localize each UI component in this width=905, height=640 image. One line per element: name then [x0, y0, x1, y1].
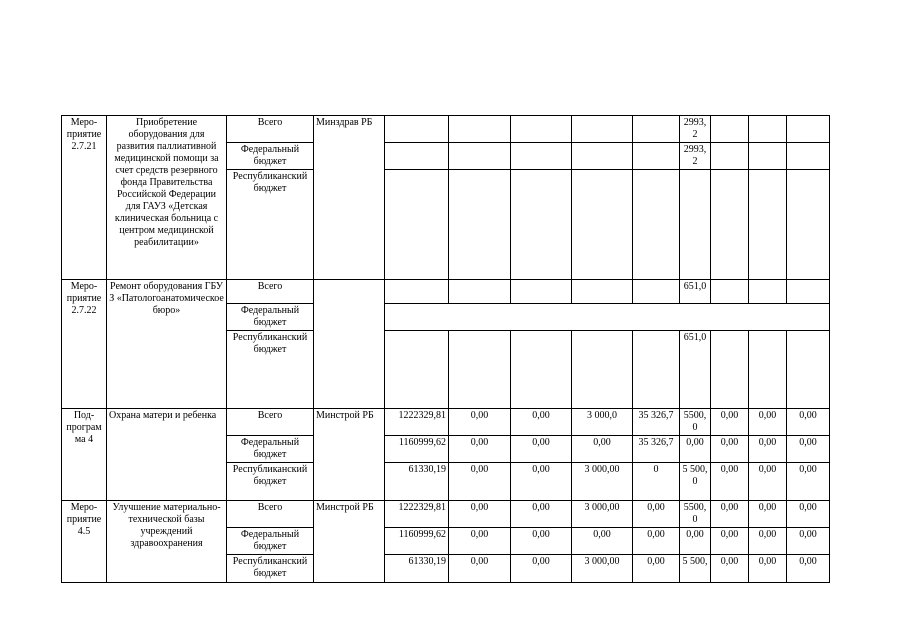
- cell-value: 5500,0: [680, 409, 711, 436]
- cell-value: 3 000,00: [572, 555, 633, 583]
- cell-value: 0,00: [511, 463, 572, 501]
- source-label: Федеральный бюджет: [227, 143, 314, 170]
- cell-value: 0,00: [787, 436, 830, 463]
- source-label: Всего: [227, 501, 314, 528]
- source-label: Федеральный бюджет: [227, 304, 314, 331]
- cell-value: 2993,2: [680, 116, 711, 143]
- cell-value: 61330,19: [385, 555, 449, 583]
- cell-value: 1222329,81: [385, 409, 449, 436]
- cell-value: 651,0: [680, 280, 711, 304]
- source-label: Республиканский бюджет: [227, 463, 314, 501]
- table-row: [62, 116, 830, 143]
- responsible: [314, 280, 385, 409]
- source-label: Всего: [227, 409, 314, 436]
- cell-value: 0,00: [787, 528, 830, 555]
- cell-value: 0,00: [711, 528, 749, 555]
- source-label: Всего: [227, 116, 314, 143]
- cell-value: 0,00: [449, 555, 511, 583]
- cell-value: 0,00: [449, 528, 511, 555]
- row-code: Меро- приятие 4.5: [62, 501, 107, 583]
- cell-value: 1160999,62: [385, 528, 449, 555]
- cell-value: 0,00: [633, 528, 680, 555]
- source-label: Всего: [227, 280, 314, 304]
- row-name: Ремонт оборудования ГБУЗ «Патологоанатомическое бюро»: [107, 280, 227, 409]
- cell-value: 35 326,7: [633, 409, 680, 436]
- cell-value: 0,00: [449, 501, 511, 528]
- row-code: Под- програм ма 4: [62, 409, 107, 501]
- cell-value: 5 500,: [680, 555, 711, 583]
- cell-value: 0,00: [711, 501, 749, 528]
- cell-value: 0,00: [749, 436, 787, 463]
- row-name: Улучшение материально-технической базы учреждений здравоохранения: [107, 501, 227, 583]
- row-code: Меро- приятие 2.7.22: [62, 280, 107, 409]
- source-label: Республиканский бюджет: [227, 331, 314, 409]
- source-label: Федеральный бюджет: [227, 528, 314, 555]
- cell-value: 0: [633, 463, 680, 501]
- cell-value: 0,00: [787, 555, 830, 583]
- cell-value: 0,00: [711, 555, 749, 583]
- cell-value: 0,00: [749, 463, 787, 501]
- responsible: Минстрой РБ: [314, 409, 385, 501]
- cell-value: 0,00: [511, 555, 572, 583]
- cell-value: 2993,2: [680, 143, 711, 170]
- cell-value: 0,00: [511, 436, 572, 463]
- cell-value: 61330,19: [385, 463, 449, 501]
- source-label: Федеральный бюджет: [227, 436, 314, 463]
- cell-value: 35 326,7: [633, 436, 680, 463]
- cell-value: 0,00: [749, 501, 787, 528]
- source-label: Республиканский бюджет: [227, 170, 314, 280]
- cell-value: 3 000,00: [572, 501, 633, 528]
- cell-value: 0,00: [511, 409, 572, 436]
- cell-value: [680, 170, 711, 280]
- cell-value: 0,00: [711, 436, 749, 463]
- cell-value: 3 000,00: [572, 463, 633, 501]
- cell-value: 0,00: [749, 409, 787, 436]
- cell-value: 0,00: [680, 528, 711, 555]
- cell-value: 0,00: [749, 528, 787, 555]
- cell-value: 5500,0: [680, 501, 711, 528]
- cell-value: 0,00: [633, 501, 680, 528]
- cell-value: 0,00: [787, 409, 830, 436]
- cell-value: 0,00: [711, 463, 749, 501]
- source-label: Республиканский бюджет: [227, 555, 314, 583]
- cell-value: 1160999,62: [385, 436, 449, 463]
- table-row: [62, 280, 830, 304]
- row-name: Охрана матери и ребенка: [107, 409, 227, 501]
- cell-value: 3 000,0: [572, 409, 633, 436]
- cell-value: 5 500,0: [680, 463, 711, 501]
- cell-value: 0,00: [449, 463, 511, 501]
- cell-value: 0,00: [633, 555, 680, 583]
- cell-value: 0,00: [572, 436, 633, 463]
- cell-value: 0,00: [572, 528, 633, 555]
- cell-value: 0,00: [787, 501, 830, 528]
- responsible: Минстрой РБ: [314, 501, 385, 583]
- row-name: Приобретение оборудования для развития паллиативной медицинской помощи за счет средств резервного фонда Правительства Российской Федерации для ГАУЗ «Детская клиническая больница с центром медицинской реабилитации»: [107, 116, 227, 280]
- cell-value: 0,00: [511, 501, 572, 528]
- cell-value: 0,00: [680, 436, 711, 463]
- cell-value: 651,0: [680, 331, 711, 409]
- cell-value: 0,00: [711, 409, 749, 436]
- responsible: Минздрав РБ: [314, 116, 385, 280]
- cell-value: 0,00: [449, 409, 511, 436]
- budget-table: [61, 115, 830, 583]
- cell-value: 0,00: [449, 436, 511, 463]
- table-row: [62, 501, 830, 528]
- cell-value: 0,00: [749, 555, 787, 583]
- cell-value: 0,00: [511, 528, 572, 555]
- row-code: Меро- приятие 2.7.21: [62, 116, 107, 280]
- table-row: [62, 409, 830, 436]
- cell-value: 0,00: [787, 463, 830, 501]
- cell-value: 1222329,81: [385, 501, 449, 528]
